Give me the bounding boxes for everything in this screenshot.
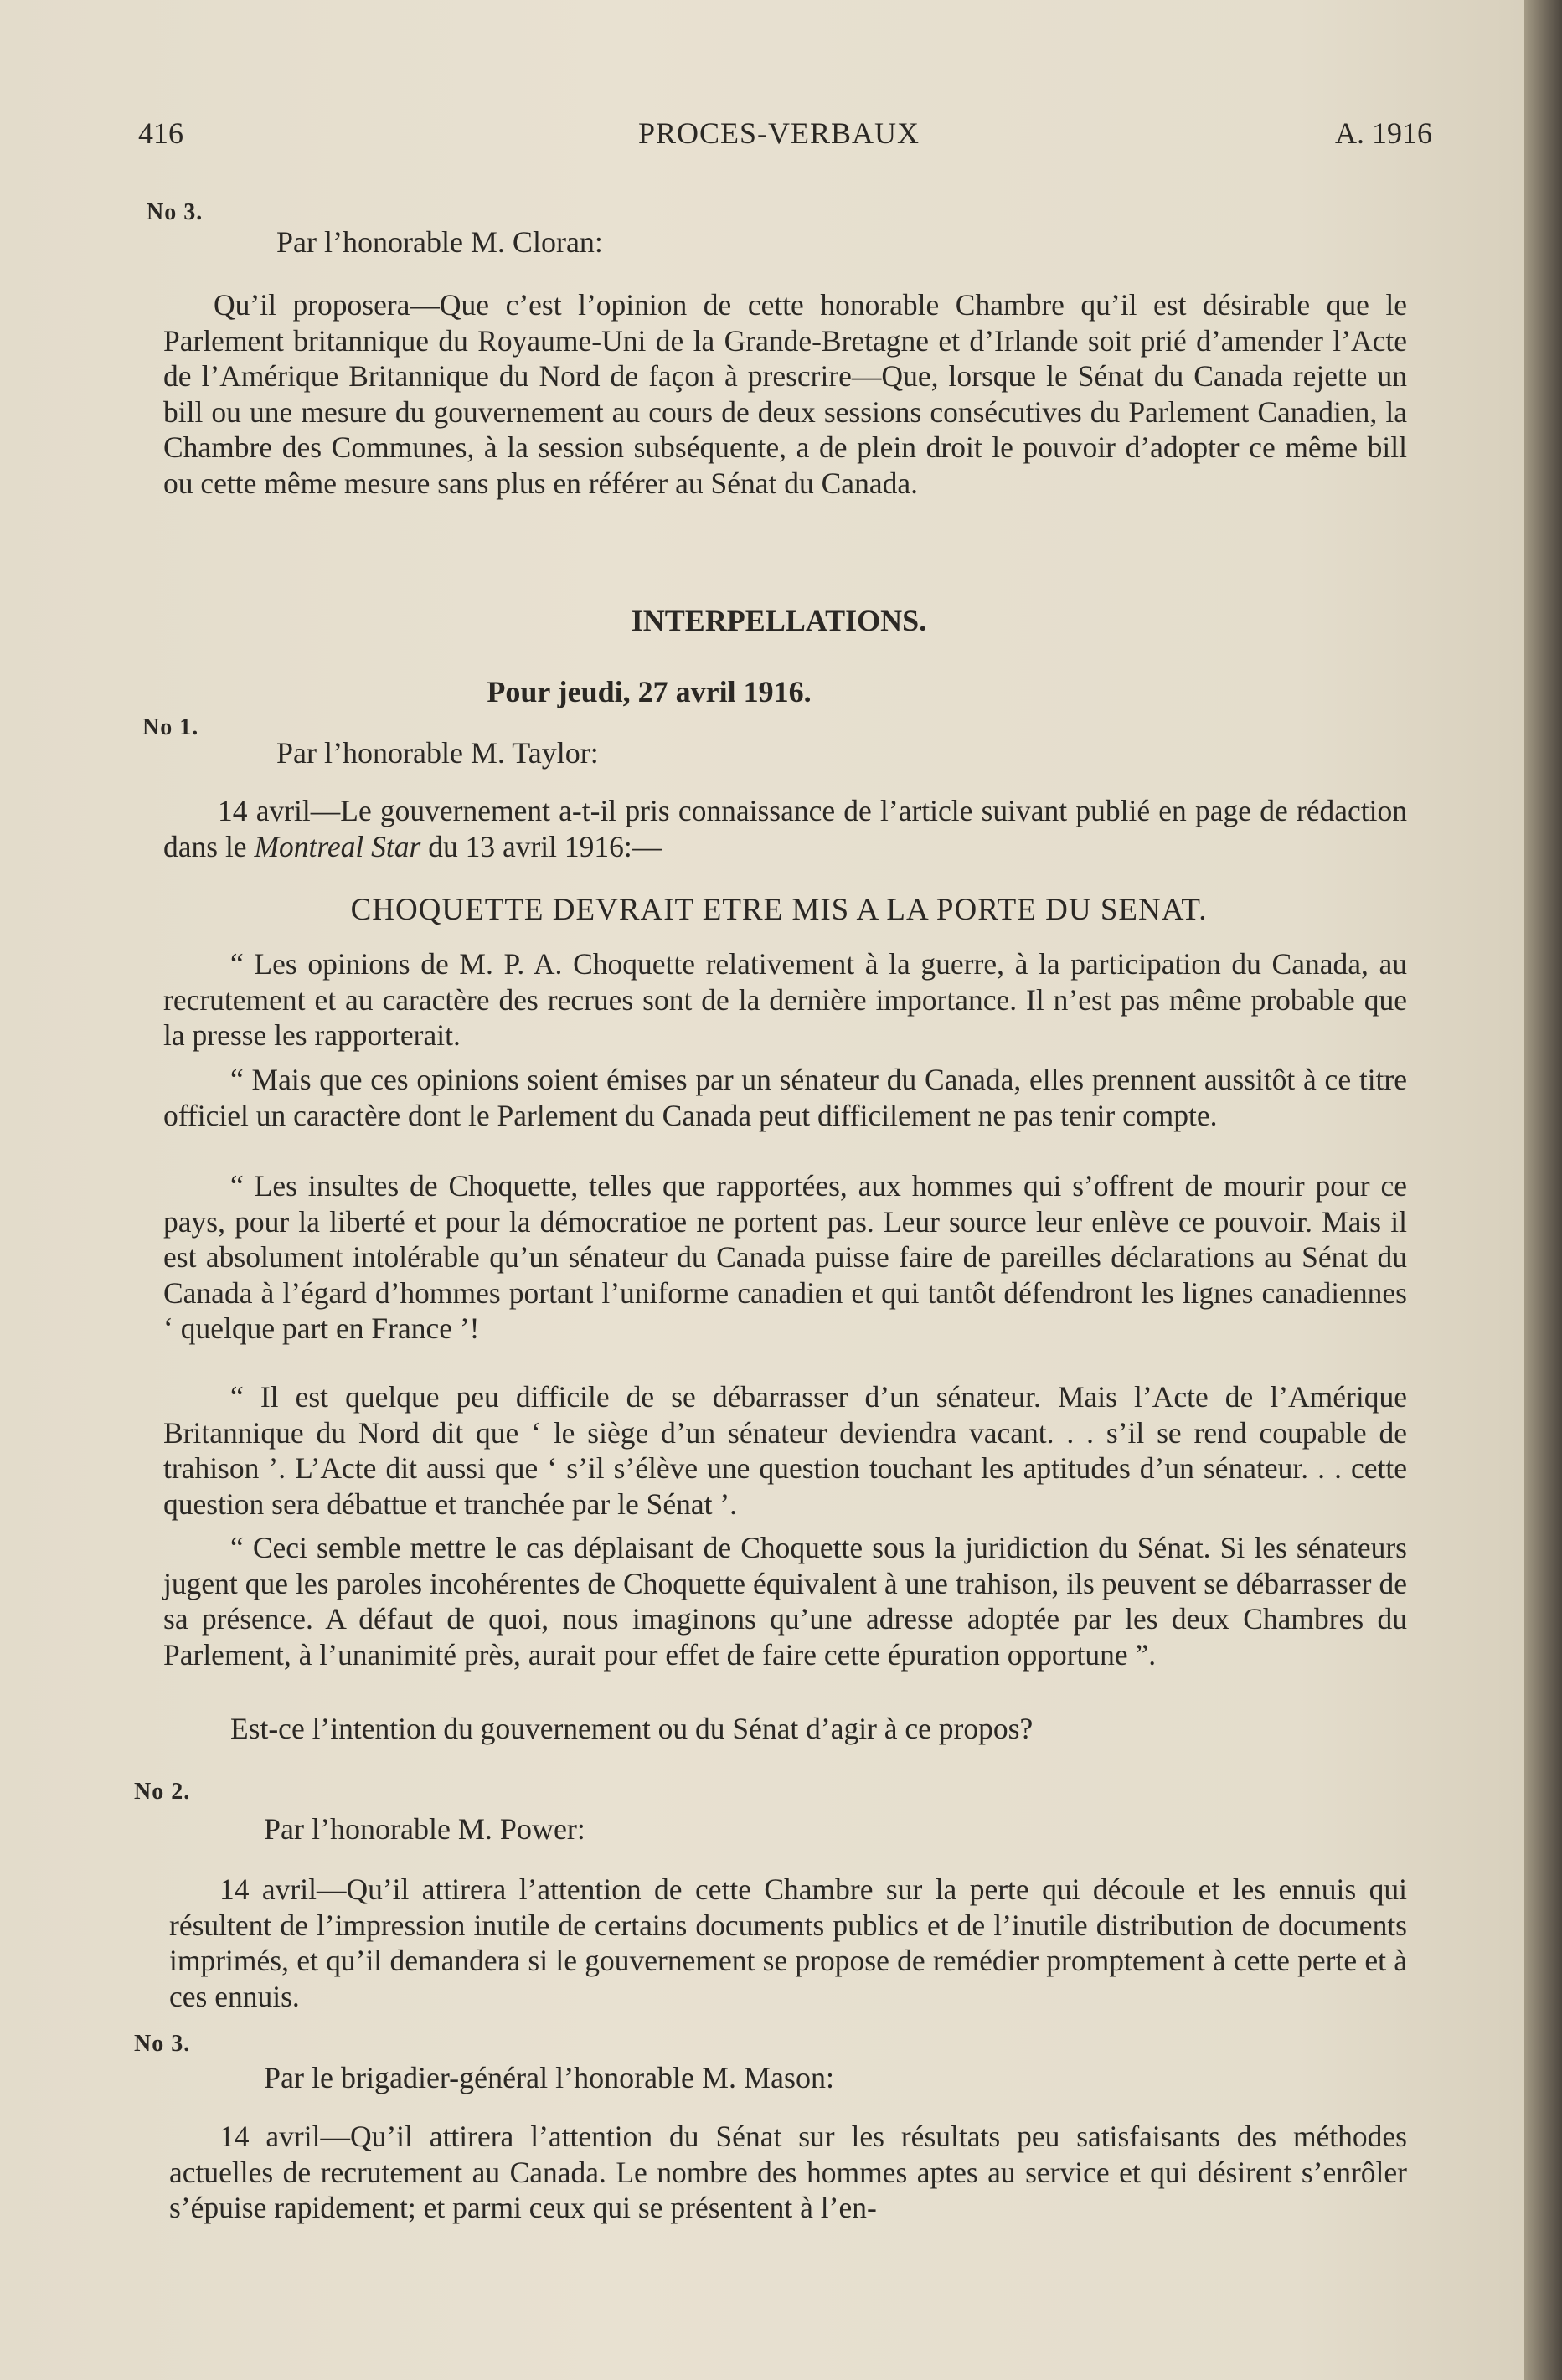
motion-author: Par l’honorable M. Cloran: [276, 225, 603, 259]
date-heading: Pour jeudi, 27 avril 1916. [487, 675, 812, 708]
motion-number: No 3. [147, 199, 204, 225]
quote-paragraph-1 [163, 946, 1407, 1053]
motion-text [163, 287, 1407, 501]
intro-text-end: du 13 avril 1916:— [420, 829, 662, 863]
book-spine-shadow [1524, 0, 1562, 2380]
question-1-number: No 1. [142, 714, 199, 740]
header-title: PROCES-VERBAUX [637, 116, 920, 150]
question-3-text [169, 2119, 1407, 2226]
question-2-text [169, 1872, 1407, 2014]
question-1-intro [163, 793, 1407, 864]
newspaper-name: Montreal Star [254, 829, 421, 863]
question-1-closing [163, 1711, 1407, 1747]
article-title: CHOQUETTE DEVRAIT ETRE MIS A LA PORTE DU SENAT. [350, 893, 1208, 927]
question-2-author: Par l’honorable M. Power: [264, 1812, 585, 1846]
quote-paragraph-3 [163, 1168, 1407, 1347]
quote-paragraph-5 [163, 1530, 1407, 1672]
quote-text-5: “ Ceci semble mettre le cas déplaisant de Choquette sous la juridiction du Sénat. Si les sénateurs jugent que les paroles incohérentes de Choquette équivalent à une trahison, ils peuvent se débarrasser de sa présence. A défaut de quoi, nous imaginons qu’une adresse adoptée par les deux Chambres du Parlement, à l’unanimité près, aurait pour effet de faire cette épuration opportune ”. [163, 1531, 1407, 1672]
running-header [126, 116, 1432, 157]
quote-paragraph-4 [163, 1379, 1407, 1522]
question-3-content: 14 avril—Qu’il attirera l’attention du Sénat sur les résultats peu satisfaisants des méthodes actuelles de recrutement au Canada. Le nombre des hommes aptes au service et qui désirent s’enrôler s’épuise rapidement; et parmi ceux qui se présentent à l’en- [169, 2120, 1407, 2224]
quote-text-2: “ Mais que ces opinions soient émises par un sénateur du Canada, elles prennent aussitôt à ce titre officiel un caractère dont le Parlement du Canada peut difficilement ne pas tenir compte. [163, 1063, 1407, 1132]
motion-text-content: Qu’il proposera—Que c’est l’opinion de cette honorable Chambre qu’il est désirable que le Parlement britannique du Royaume-Uni de la Grande-Bretagne et d’Irlande soit prié d’amender l’Acte de l’Amérique Britannique du Nord de façon à prescrire—Que, lorsque le Sénat du Canada rejette un bill ou une mesure du gouvernement au cours de deux sessions consécutives du Parlement Canadien, la Chambre des Communes, à la session subséquente, a de plein droit le pouvoir d’adopter ce même bill ou cette même mesure sans plus en référer au Sénat du Canada. [163, 288, 1407, 500]
quote-paragraph-2 [163, 1062, 1407, 1133]
quote-text-4: “ Il est quelque peu difficile de se débarrasser d’un sénateur. Mais l’Acte de l’Amérique Britannique du Nord dit que ‘ le siège d’un sénateur deviendra vacant. . . s’il se rend coupable de trahison ’. L’Acte dit aussi que ‘ s’il s’élève une question touchant les aptitudes d’un sénateur. . . cette question sera débattue et tranchée par le Sénat ’. [163, 1380, 1407, 1521]
header-year: A. 1916 [1335, 116, 1432, 150]
closing-text: Est-ce l’intention du gouvernement ou du Sénat d’agir à ce propos? [230, 1712, 1034, 1745]
quote-text-1: “ Les opinions de M. P. A. Choquette relativement à la guerre, à la participation du Canada, au recrutement et au caractère des recrues sont de la dernière importance. Il n’est pas même probable que la presse les rapporterait. [163, 947, 1407, 1052]
page-number: 416 [138, 116, 183, 150]
question-3-number: No 3. [134, 2031, 191, 2057]
question-2-content: 14 avril—Qu’il attirera l’attention de cette Chambre sur la perte qui découle et les ennuis qui résultent de l’impression inutile de certains documents publics et de l’inutile distribution de documents imprimés, et qu’il demandera si le gouvernement se propose de remédier promptement à cette perte et à ces ennuis. [169, 1873, 1407, 2013]
section-title: INTERPELLATIONS. [631, 604, 927, 637]
quote-text-3: “ Les insultes de Choquette, telles que rapportées, aux hommes qui s’offrent de mourir pour ce pays, pour la liberté et pour la démocratioe ne portent pas. Leur source leur enlève ce pouvoir. Mais il est absolument intolérable qu’un sénateur du Canada puisse faire de pareilles déclarations au Sénat du Canada à l’égard d’hommes portant l’uniforme canadien et qui tantôt défendront les lignes canadiennes ‘ quelque part en France ’! [163, 1169, 1407, 1345]
question-1-author: Par l’honorable M. Taylor: [276, 736, 599, 770]
question-2-number: No 2. [134, 1779, 191, 1805]
intro-text: 14 avril—Le gouvernement a-t-il pris connaissance de l’article suivant publié en page de rédaction dans le [163, 794, 1407, 863]
question-3-author: Par le brigadier-général l’honorable M. Mason: [264, 2061, 835, 2094]
